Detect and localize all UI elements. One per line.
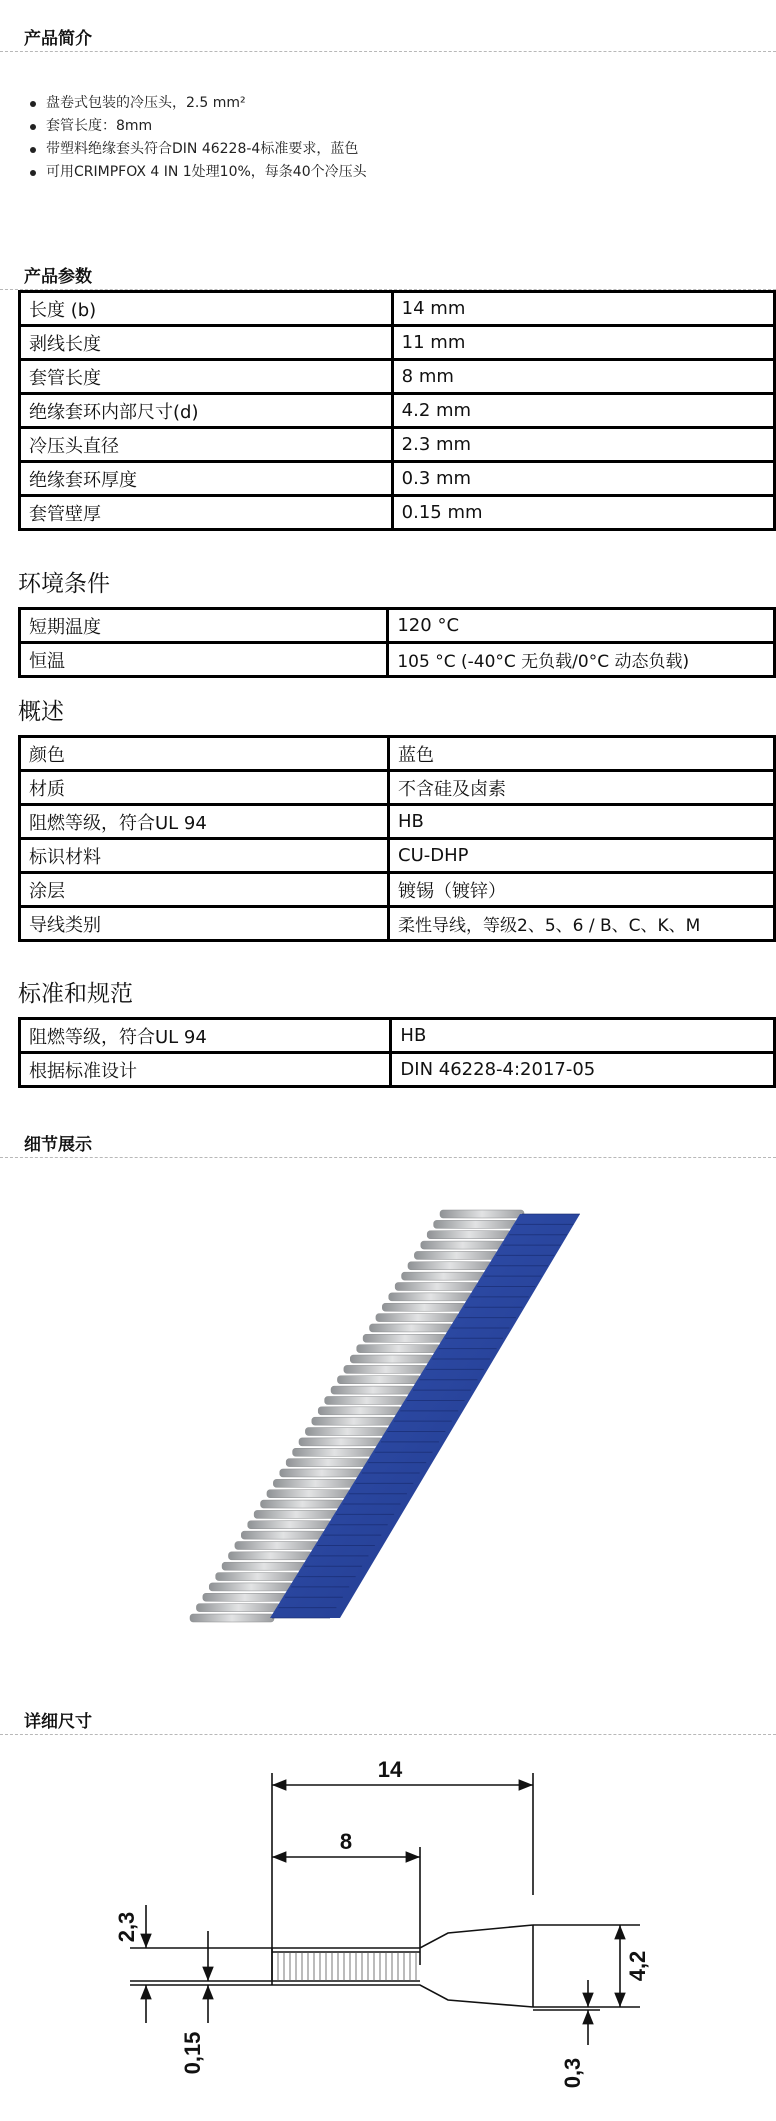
param-label: 套管壁厚 — [20, 496, 393, 530]
table-row — [20, 326, 775, 360]
table-row — [20, 360, 775, 394]
table-row — [20, 462, 775, 496]
intro-heading: 产品简介 — [24, 29, 92, 49]
ferrule-tube — [434, 1220, 518, 1228]
ferrule-tube — [427, 1231, 511, 1239]
param-value: 4.2 mm — [392, 394, 774, 428]
ferrule-tube — [216, 1573, 300, 1581]
standards-title: 标准和规范 — [18, 981, 133, 1007]
param-label: 标识材料 — [20, 839, 389, 873]
environment-table — [18, 607, 776, 678]
ferrule-tube — [337, 1376, 421, 1384]
ferrule-tube — [209, 1583, 293, 1591]
ferrule-tube — [395, 1283, 479, 1291]
table-row — [20, 643, 775, 677]
ferrule-tube — [331, 1386, 415, 1394]
param-value: 柔性导线，等级2、5、6 / B、C、K、M — [389, 907, 775, 941]
param-value: HB — [389, 805, 775, 839]
dims-heading: 详细尺寸 — [24, 1712, 92, 1732]
ferrule-tube — [228, 1552, 312, 1560]
dims-section-header — [0, 1683, 776, 1735]
table-row — [20, 839, 775, 873]
param-label: 阻燃等级，符合UL 94 — [20, 1019, 391, 1053]
param-value: 120 °C — [388, 609, 775, 643]
param-value: 105 °C (-40°C 无负载/0°C 动态负载) — [388, 643, 775, 677]
param-label: 颜色 — [20, 737, 389, 771]
ferrule-tube — [357, 1345, 441, 1353]
param-value: 蓝色 — [389, 737, 775, 771]
ferrule-tube — [325, 1396, 409, 1404]
table-row — [20, 805, 775, 839]
param-value: CU-DHP — [389, 839, 775, 873]
param-value: 14 mm — [392, 292, 774, 326]
ferrule-tube — [389, 1293, 473, 1301]
ferrule-tube — [267, 1490, 351, 1498]
bullet-item: 可用CRIMPFOX 4 IN 1处理10%，每条40个冷压头 — [30, 161, 367, 184]
dim-collar-thickness: 0,3 — [560, 2057, 585, 2089]
details-heading: 细节展示 — [24, 1135, 92, 1155]
table-row — [20, 907, 775, 941]
ferrule-tube — [299, 1438, 383, 1446]
param-value: 8 mm — [392, 360, 774, 394]
ferrule-tube — [408, 1262, 492, 1270]
ferrule-tube — [196, 1604, 280, 1612]
ferrule-tube — [273, 1479, 357, 1487]
param-value: DIN 46228-4:2017-05 — [391, 1053, 775, 1087]
environment-title: 环境条件 — [18, 571, 110, 597]
table-row — [20, 873, 775, 907]
param-label: 长度 (b) — [20, 292, 393, 326]
ferrule-tube — [254, 1510, 338, 1518]
dim-diameter: 2,3 — [114, 1911, 139, 1943]
param-value: 0.3 mm — [392, 462, 774, 496]
dim-collar-inner: 4,2 — [625, 1950, 650, 1982]
dimensions-table — [18, 290, 776, 531]
table-row — [20, 428, 775, 462]
param-label: 涂层 — [20, 873, 389, 907]
ferrule-tube — [369, 1324, 453, 1332]
overview-title: 概述 — [18, 699, 64, 725]
intro-section-header — [0, 0, 776, 52]
param-value: 11 mm — [392, 326, 774, 360]
standards-table — [18, 1017, 776, 1088]
table-row — [20, 496, 775, 530]
params-heading: 产品参数 — [24, 267, 92, 287]
param-value: 0.15 mm — [392, 496, 774, 530]
param-value: 不含硅及卤素 — [389, 771, 775, 805]
param-label: 绝缘套环内部尺寸(d) — [20, 394, 393, 428]
dimension-drawing — [0, 1755, 776, 2121]
ferrule-strip-photo — [0, 1170, 776, 1640]
ferrule-tube — [414, 1251, 498, 1259]
table-row — [20, 292, 775, 326]
param-label: 阻燃等级，符合UL 94 — [20, 805, 389, 839]
table-row — [20, 394, 775, 428]
ferrule-tube — [350, 1355, 434, 1363]
param-label: 绝缘套环厚度 — [20, 462, 393, 496]
table-row — [20, 1053, 775, 1087]
param-label: 短期温度 — [20, 609, 388, 643]
ferrule-tube — [286, 1459, 370, 1467]
ferrule-tube — [363, 1334, 447, 1342]
table-row — [20, 737, 775, 771]
ferrule-tube — [203, 1593, 287, 1601]
param-value: 2.3 mm — [392, 428, 774, 462]
table-row — [20, 771, 775, 805]
params-section-header — [0, 238, 776, 290]
overview-table — [18, 735, 776, 942]
param-label: 恒温 — [20, 643, 388, 677]
ferrule-tube — [402, 1272, 486, 1280]
dim-total-length: 14 — [377, 1757, 403, 1782]
param-label: 剥线长度 — [20, 326, 393, 360]
intro-bullet-list — [30, 92, 367, 184]
bullet-item: 盘卷式包装的冷压头，2.5 mm² — [30, 92, 367, 115]
param-label: 导线类别 — [20, 907, 389, 941]
ferrule-tube — [248, 1521, 332, 1529]
ferrule-tube — [344, 1365, 428, 1373]
param-value: 镀锡（镀锌） — [389, 873, 775, 907]
ferrule-tube — [190, 1614, 274, 1622]
ferrule-tube — [280, 1469, 364, 1477]
param-label: 套管长度 — [20, 360, 393, 394]
table-row — [20, 609, 775, 643]
table-row — [20, 1019, 775, 1053]
ferrule-tube — [235, 1541, 319, 1549]
ferrule-tube — [440, 1210, 524, 1218]
dim-sleeve-length: 8 — [339, 1829, 353, 1854]
bullet-item: 带塑料绝缘套头符合DIN 46228-4标准要求，蓝色 — [30, 138, 367, 161]
details-section-header — [0, 1106, 776, 1158]
ferrule-tube — [318, 1407, 402, 1415]
ferrule-tube — [421, 1241, 505, 1249]
ferrule-tube — [261, 1500, 345, 1508]
dim-wall-thickness: 0,15 — [180, 2031, 205, 2075]
ferrule-tube — [382, 1303, 466, 1311]
param-label: 根据标准设计 — [20, 1053, 391, 1087]
bullet-item: 套管长度：8mm — [30, 115, 367, 138]
ferrule-tube — [376, 1314, 460, 1322]
ferrule-tube — [305, 1428, 389, 1436]
ferrule-tube — [312, 1417, 396, 1425]
ferrule-tube — [293, 1448, 377, 1456]
ferrule-tube — [222, 1562, 306, 1570]
param-label: 冷压头直径 — [20, 428, 393, 462]
param-label: 材质 — [20, 771, 389, 805]
param-value: HB — [391, 1019, 775, 1053]
ferrule-tube — [241, 1531, 325, 1539]
